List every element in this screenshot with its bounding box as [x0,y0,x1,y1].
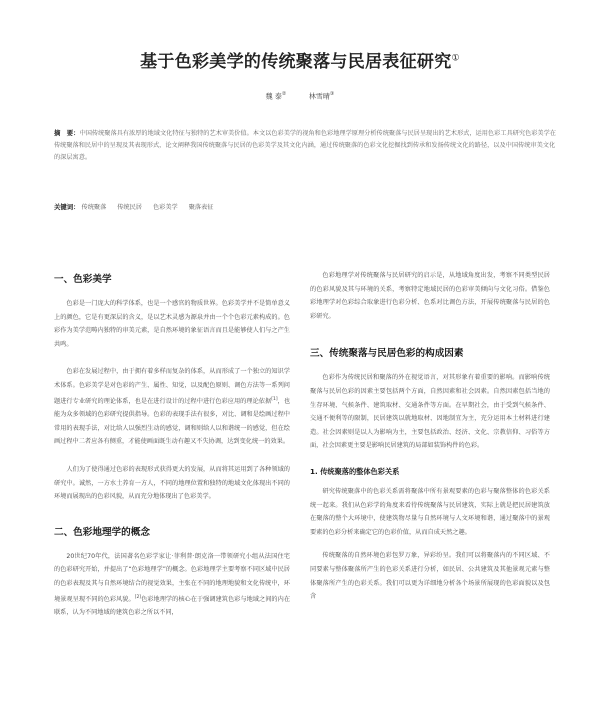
abstract-text: 中国传统聚落具有浓厚的地域文化特征与独特的艺术审美价值。本文以色彩美学的视角和色彩地理学原理分析传统聚落与民居呈现出的艺术形式，运用色彩工具研究色彩美学在传统聚落和民居中的呈现及其表现形式，论文阐释我国传统聚落与民居的色彩美学及其文化内涵，通过传统聚落的色彩文化挖掘找到传承和发扬传统文化的路径，以及中国传统审美文化的深层寓意。 [54,130,556,162]
paragraph: 传统聚落的自然环境色彩包罗万象，异彩纷呈。我们可以将聚落内的不同区域、不同要素与整体聚落所产生的色彩关系进行分析，如民居、公共建筑及其他景观元素与整体聚落所产生的色彩关系。我们可以更为详细地分析各个场景所展现的色彩面貌以及包含 [310,552,550,601]
author-name: 林雪晴 [308,92,330,101]
abstract [54,127,560,165]
keyword: 传统民居 [117,204,142,211]
citation-ref: [1] [271,396,278,402]
left-column [54,269,290,620]
paragraph: 人们为了使得通过色彩的表现形式获得更大的发展，从而将其运用到了各种领域的研究中。诚然，一方水土养育一方人，不同的地理位置和独特的地域文化体现出不同的环境而展现出的色彩风貌，从而充分地体现出了色彩美学。 [54,466,290,501]
subsection-heading: 1. 传统聚落的整体色彩关系 [310,466,400,476]
author-mark: ② [281,91,287,97]
author-name: 魏 泰 [265,92,282,101]
right-column [310,269,550,604]
keyword: 聚落表征 [188,204,214,211]
keyword: 色彩美学 [152,204,178,211]
paragraph [54,365,290,449]
paragraph-text: 色彩在发展过程中，由于拥有着多样而复杂的体系，从而形成了一个独立的知识学术体系。色彩美学是对色彩的产生、属性、知觉，以及配色原则、调色方法等一系列问题进行专业研究的理论体系，也是在进行设计的过程中进行色彩应用的理论依据 [54,368,290,405]
title-footnote-mark: ① [451,53,460,64]
paragraph: 色彩是一门庞大的科学体系，也是一个感官的物质世界。色彩美学并不是简单意义上的颜色，它是有更深层的含义，是以艺术灵感为源泉并由一个个色彩元素构成的。色彩作为美学范畴内独特的审美元素，是自然环境的象征语言而且是能够使人们与之产生共鸣。 [54,300,290,348]
paper-title [0,47,600,72]
paper-title-text: 基于色彩美学的传统聚落与民居表征研究 [140,52,452,72]
author-line [0,91,600,101]
paragraph [54,550,290,620]
paragraph-text: ，也能为众多领域的色彩研究提供指导。色彩的表现手法有很多，对比、调和是绘画过程中常用的表现手法，对比给人以强烈生动的感觉，调和则给人以和谐统一的感觉，但在绘画过程中二者应各有侧重，才能使画面既生动有趣又不失协调，达到变化统一的效果。 [54,397,291,446]
keyword: 传统聚落 [81,204,107,211]
paragraph: 色彩作为传统民居和聚落的外在视觉语言，对其形象有着重要的影响。而影响传统聚落与民居色彩的因素主要包括两个方面，自然因素和社会因素。自然因素包括当地的生存环境、气候条件、建筑取材、交通条件等方面。在早期社会，由于受到气候条件、交通不便利等的限制，民居建筑以就地取材、因地制宜为主，充分运用本土材料进行建造。社会因素则是以人为影响为主，主要包括政治、经济、文化、宗教信仰、习俗等方面，社会因素更主要是影响民居建筑的局部如装饰构件的色彩。 [310,374,550,450]
paragraph: 研究传统聚落中的色彩关系需将聚落中所有景观要素的色彩与聚落整体的色彩关系统一起来。我们从色彩学的角度来看待传统聚落与民居建筑，实际上就是把民居建筑放在聚落的整个大环境中，使建筑物尽量与自然环境与人文环境和谐，通过聚落中的景观要素的色彩分析来确定它的色彩价值，从而自成天然之趣。 [310,487,550,536]
section-heading: 二、色彩地理学的概念 [54,526,150,538]
paragraph-text: 色彩地理学的核心在于强调建筑色彩与地域之间的内在联系，认为不同地域的建筑色彩之所以不同， [54,595,291,617]
author-mark: ③ [329,91,335,97]
paragraph-text: 20世纪70年代，法国著名色彩学家让·菲利普·朗克洛一带领研究小组从法国住宅的色彩研究开始，并提出了“色彩地理学”的概念。色彩地理学主要考察不同区域中民居的色彩表现及其与自然环境结合的视觉效果，主张在不同的地理地貌和文化传统中，环境景观呈现不同的色彩风貌。 [54,552,290,603]
section-heading: 三、传统聚落与民居色彩的构成因素 [310,348,464,360]
citation-ref: [2] [134,594,142,600]
section-heading: 一、色彩美学 [54,274,112,285]
paragraph: 色彩地理学对传统聚落与民居研究的启示是，从地域角度出发，考察不同类型民居的色彩风貌及其与环境的关系，考察特定地域民居的色彩审美倾向与文化习俗。借鉴色彩地理学对色彩综合取象进行色彩分析、色系对比调色方法，开展传统聚落与民居的色彩研究。 [310,272,550,320]
keywords-label: 关键词： [54,203,80,211]
abstract-label: 摘 要： [54,129,80,137]
keywords [54,202,560,211]
